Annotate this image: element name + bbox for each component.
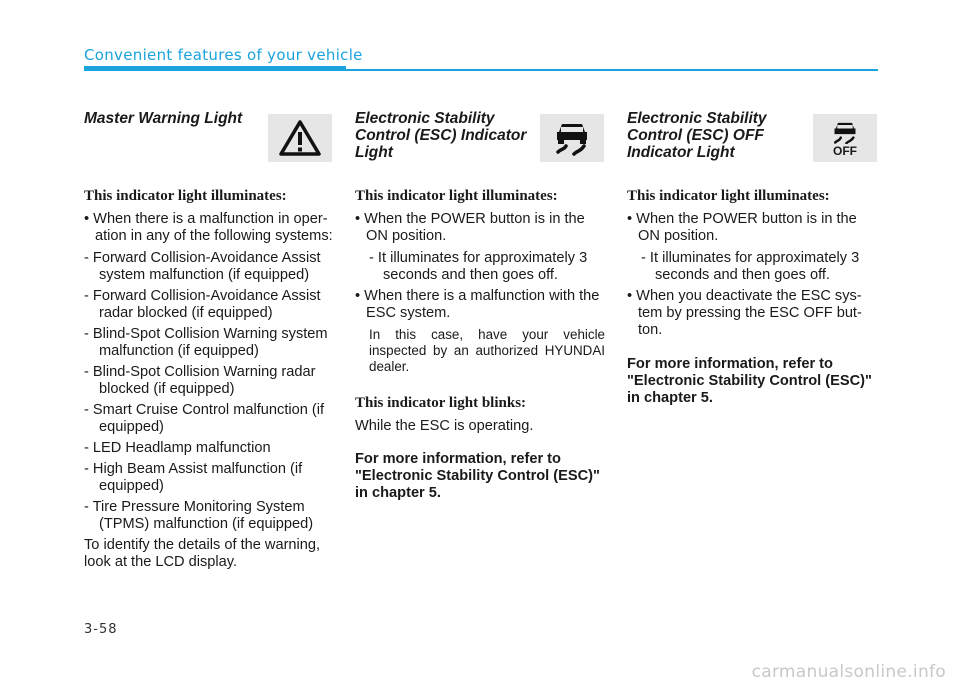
list-item: - Forward Collision-Avoidance Assist system malfunction (if equipped) xyxy=(84,250,321,283)
esc-off-icon xyxy=(813,114,877,162)
list-item: - Smart Cruise Control malfunction (if equipped) xyxy=(84,402,325,435)
column-esc-off xyxy=(627,110,877,411)
section-title: Convenient features of your vehicle xyxy=(84,46,363,64)
warning-triangle-icon xyxy=(268,114,332,162)
watermark: carmanualsonline.info xyxy=(751,662,946,682)
column-heading xyxy=(84,110,334,188)
bullet-item: • When there is a malfunction with the ESC system. xyxy=(355,288,600,321)
column-title: Master Warning Light xyxy=(84,110,243,127)
list-item: - High Beam Assist malfunction (if equipped) xyxy=(84,461,303,494)
column-heading xyxy=(627,110,877,188)
list-item: - Tire Pressure Monitoring System (TPMS) malfunction (if equipped) xyxy=(84,499,314,532)
list-item: - Blind-Spot Collision Warning radar blocked (if equipped) xyxy=(84,364,316,397)
column-heading xyxy=(355,110,605,188)
off-label: OFF xyxy=(833,143,857,158)
subheading: This indicator light illuminates: xyxy=(84,188,287,204)
list-item: - Blind-Spot Collision Warning system malfunction (if equipped) xyxy=(84,326,328,359)
list-item: - Forward Collision-Avoidance Assist radar blocked (if equipped) xyxy=(84,288,321,321)
section-header xyxy=(84,46,363,64)
column-title: Electronic Stability Control (ESC) OFF Indicator Light xyxy=(627,110,767,161)
bullet-item: • When the POWER button is in the ON position. xyxy=(627,211,857,244)
blink-text: While the ESC is operating. xyxy=(355,418,534,434)
bullet-item: • When you deactivate the ESC sys-tem by pressing the ESC OFF but-ton. xyxy=(627,288,862,338)
note-text: In this case, have your vehicle inspected by an authorized HYUNDAI dealer. xyxy=(369,327,605,374)
esc-skid-icon xyxy=(540,114,604,162)
sub-item: - It illuminates for approximately 3 seconds and then goes off. xyxy=(641,250,860,283)
header-rule xyxy=(346,69,878,71)
bullet-item: • When there is a malfunction in oper-ation in any of the following systems: xyxy=(84,211,333,244)
bullet-item: • When the POWER button is in the ON position. xyxy=(355,211,585,244)
closing-text: To identify the details of the warning, look at the LCD display. xyxy=(84,537,321,570)
page-number: 3-58 xyxy=(84,622,118,637)
list-item: - LED Headlamp malfunction xyxy=(84,440,271,456)
sub-item: - It illuminates for approximately 3 seconds and then goes off. xyxy=(369,250,588,283)
column-title: Electronic Stability Control (ESC) Indicator Light xyxy=(355,110,527,161)
subheading: This indicator light illuminates: xyxy=(355,188,558,204)
column-esc-indicator xyxy=(355,110,605,506)
subheading: This indicator light illuminates: xyxy=(627,188,830,204)
column-master-warning xyxy=(84,110,334,575)
subheading-blinks: This indicator light blinks: xyxy=(355,395,527,411)
more-info-text: For more information, refer to "Electronic Stability Control (ESC)" in chapter 5. xyxy=(355,451,600,501)
more-info-text: For more information, refer to "Electronic Stability Control (ESC)" in chapter 5. xyxy=(627,356,872,406)
header-accent-bar xyxy=(84,66,346,71)
